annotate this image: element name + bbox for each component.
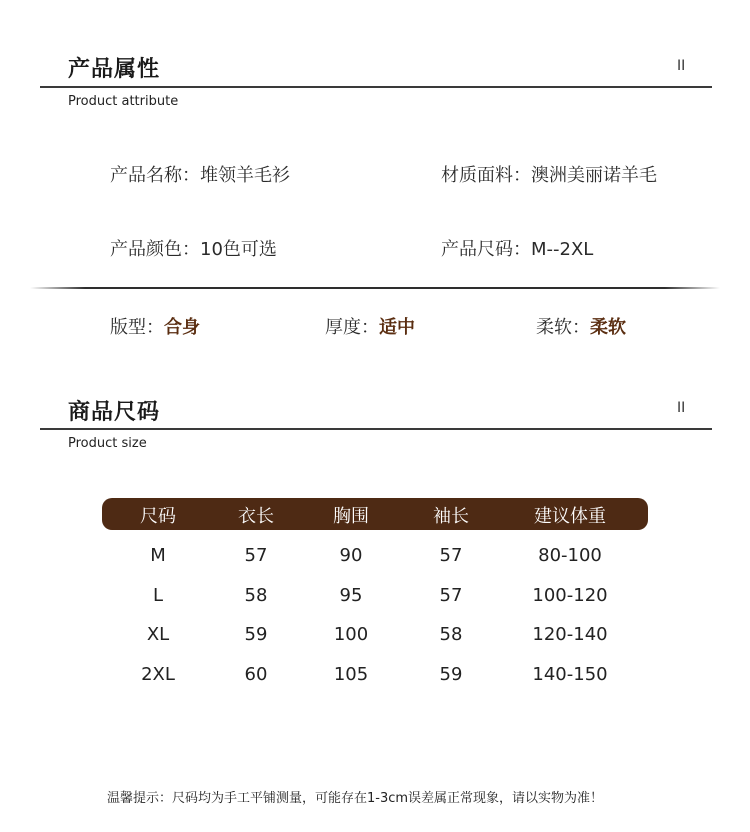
attribute-section-title: 产品属性 [68, 57, 161, 82]
attribute-label: 产品尺码： [441, 239, 531, 260]
header-cell-chest: 胸围 [333, 506, 369, 527]
table-cell: 90 [339, 545, 363, 566]
table-cell: 95 [339, 585, 363, 606]
attribute-item-name [110, 161, 290, 187]
feature-label: 柔软： [536, 317, 590, 338]
feature-value: 柔软 [590, 317, 626, 338]
feature-value: 适中 [379, 317, 415, 338]
feature-thickness [325, 313, 415, 339]
table-cell: 58 [244, 585, 268, 606]
section-divider [40, 428, 712, 430]
section-marker: II [677, 58, 686, 74]
attribute-value: M--2XL [531, 239, 594, 260]
attribute-value: 堆领羊毛衫 [200, 165, 290, 186]
size-section-subtitle: Product size [68, 436, 147, 451]
table-cell: 100-120 [532, 585, 608, 606]
feature-label: 版型： [110, 317, 164, 338]
attribute-section-subtitle: Product attribute [68, 94, 179, 109]
section-divider [40, 86, 712, 88]
table-cell: 60 [244, 664, 268, 685]
table-cell: 59 [439, 664, 463, 685]
table-cell: 2XL [141, 664, 175, 685]
table-row [102, 545, 648, 569]
attribute-item-color [110, 235, 277, 261]
table-cell: 80-100 [538, 545, 602, 566]
attribute-label: 产品名称： [110, 165, 200, 186]
table-cell: 120-140 [532, 624, 608, 645]
feature-value: 合身 [164, 317, 200, 338]
table-cell: 57 [439, 585, 463, 606]
attribute-value: 澳洲美丽诺羊毛 [531, 165, 657, 186]
table-cell: 58 [439, 624, 463, 645]
size-table-header [102, 498, 648, 530]
size-note: 温馨提示：尺码均为手工平铺测量，可能存在1-3cm误差属正常现象，请以实物为准！ [107, 791, 604, 806]
feature-softness [536, 313, 626, 339]
attribute-item-material [441, 161, 657, 187]
table-cell: 140-150 [532, 664, 608, 685]
header-cell-size: 尺码 [140, 506, 176, 527]
table-cell: 57 [244, 545, 268, 566]
table-row [102, 664, 648, 688]
size-section-title: 商品尺码 [68, 400, 161, 425]
attribute-item-size [441, 235, 593, 261]
header-cell-length: 衣长 [238, 506, 274, 527]
table-cell: 105 [333, 664, 369, 685]
table-cell: 59 [244, 624, 268, 645]
table-cell: 57 [439, 545, 463, 566]
header-cell-weight: 建议体重 [534, 506, 606, 527]
table-row [102, 624, 648, 648]
attribute-label: 产品颜色： [110, 239, 200, 260]
table-row [102, 585, 648, 609]
header-cell-sleeve: 袖长 [433, 506, 469, 527]
table-cell: L [152, 585, 164, 606]
feature-label: 厚度： [325, 317, 379, 338]
table-cell: XL [146, 624, 170, 645]
section-marker: II [677, 400, 686, 416]
attribute-value: 10色可选 [200, 239, 277, 260]
table-cell: 100 [333, 624, 369, 645]
table-cell: M [150, 545, 166, 566]
attribute-label: 材质面料： [441, 165, 531, 186]
feature-fit [110, 313, 200, 339]
attribute-divider [30, 287, 720, 289]
